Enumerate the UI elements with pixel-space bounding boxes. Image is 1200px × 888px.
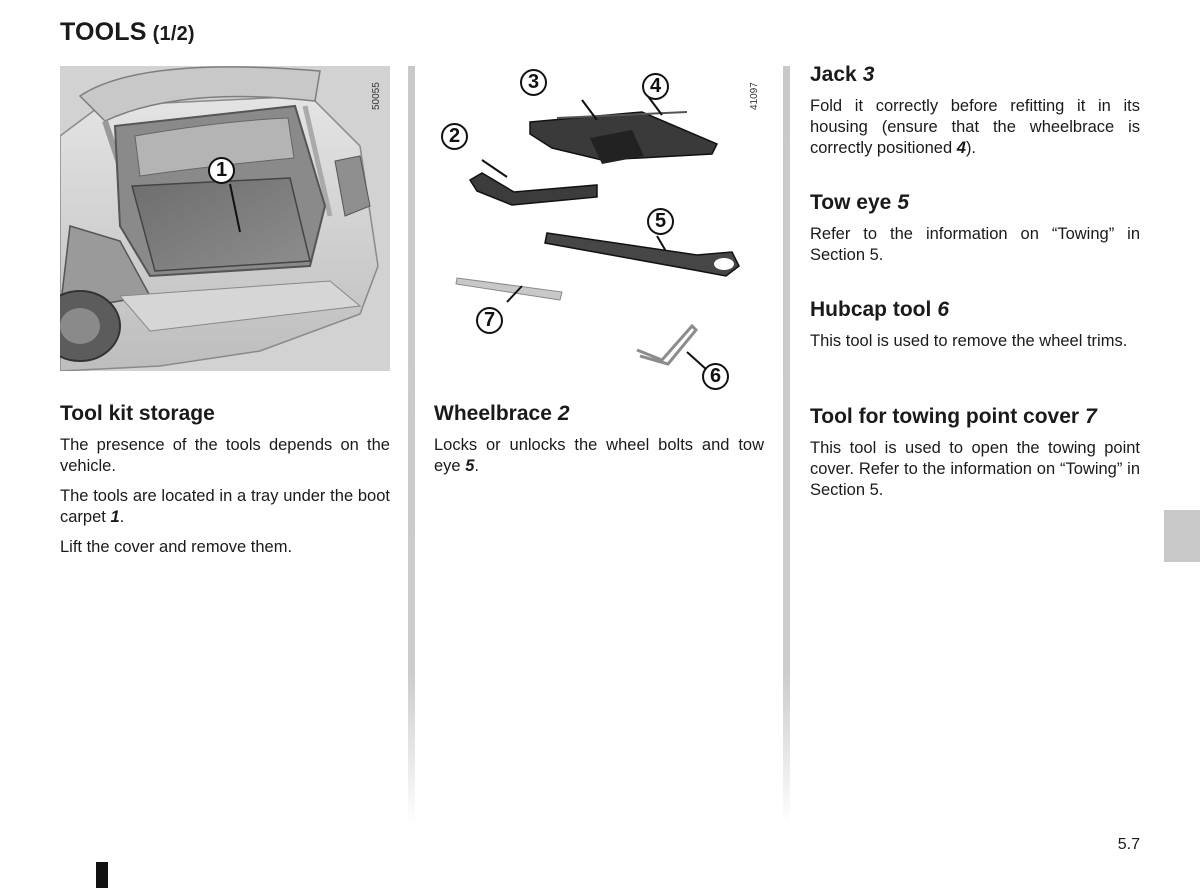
paragraph-wheelbrace-end: .: [474, 457, 479, 475]
heading-text: Tow eye: [810, 191, 892, 214]
paragraph-towing-cover-tool: This tool is used to open the towing point cover. Refer to the information on “Towing” in Section 5.: [810, 439, 1140, 499]
figure-code-tools: 41097: [749, 82, 760, 110]
heading-text: Tool for towing point cover: [810, 405, 1080, 428]
callout-6: 6: [702, 363, 729, 390]
reference-5: 5: [465, 457, 475, 475]
callout-1: 1: [208, 157, 235, 184]
page-title: [60, 18, 195, 47]
column-divider-left: [408, 66, 415, 826]
paragraph-location-text: The tools are located in a tray under the boot carpet: [60, 487, 390, 526]
callout-3: 3: [520, 69, 547, 96]
tools-illustration: [432, 60, 762, 395]
section-tool-kit-storage: [60, 402, 390, 567]
chapter-tab: [1164, 510, 1200, 562]
page-title-suffix: (1/2): [152, 23, 195, 45]
section-wheelbrace: [434, 402, 764, 486]
heading-text: Wheelbrace: [434, 402, 552, 425]
heading-tool-kit-storage: [60, 402, 390, 426]
heading-ref: 7: [1085, 405, 1097, 428]
heading-ref: 2: [557, 402, 570, 425]
heading-ref: 6: [937, 298, 950, 321]
heading-wheelbrace: [434, 402, 764, 426]
paragraph-location: [60, 486, 390, 528]
heading-text: Jack: [810, 63, 857, 86]
tools-illustration-drawing: [432, 60, 762, 395]
callout-2: 2: [441, 123, 468, 150]
callout-7: 7: [476, 307, 503, 334]
reference-1: 1: [110, 508, 120, 526]
paragraph-jack-end: ).: [965, 139, 977, 157]
section-jack: [810, 63, 1140, 168]
paragraph-presence: The presence of the tools depends on the vehicle.: [60, 436, 390, 475]
callout-4: 4: [642, 73, 669, 100]
figure-code-boot: 50055: [371, 82, 382, 110]
boot-illustration: [60, 66, 390, 371]
paragraph-wheelbrace-text: Locks or unlocks the wheel bolts and tow eye: [434, 436, 764, 475]
page-title-text: TOOLS: [60, 18, 147, 46]
paragraph-hubcap-tool: This tool is used to remove the wheel trims.: [810, 332, 1128, 350]
section-towing-cover-tool: [810, 405, 1140, 510]
heading-jack: [810, 63, 1140, 87]
heading-tow-eye: [810, 191, 1140, 215]
section-hubcap-tool: [810, 298, 1140, 361]
reference-4: 4: [956, 139, 966, 157]
heading-towing-cover-tool: [810, 405, 1140, 429]
paragraph-jack: [810, 96, 1140, 159]
paragraph-tow-eye: Refer to the information on “Towing” in Section 5.: [810, 225, 1140, 264]
page-number: 5.7: [1117, 836, 1140, 853]
heading-ref: 3: [862, 63, 875, 86]
paragraph-lift-cover: Lift the cover and remove them.: [60, 538, 293, 556]
heading-hubcap-tool: [810, 298, 1140, 322]
boot-illustration-drawing: [60, 66, 390, 371]
paragraph-jack-text: Fold it correctly before refitting it in its housing (ensure that the wheelbrace is correctly positioned: [810, 97, 1140, 157]
page-marker: [96, 862, 108, 888]
column-divider-right: [783, 66, 790, 826]
section-tow-eye: [810, 191, 1140, 275]
callout-5: 5: [647, 208, 674, 235]
paragraph-location-end: .: [119, 508, 125, 526]
heading-text: Tool kit storage: [60, 402, 215, 425]
paragraph-wheelbrace: [434, 435, 764, 477]
heading-text: Hubcap tool: [810, 298, 932, 321]
heading-ref: 5: [897, 191, 909, 214]
